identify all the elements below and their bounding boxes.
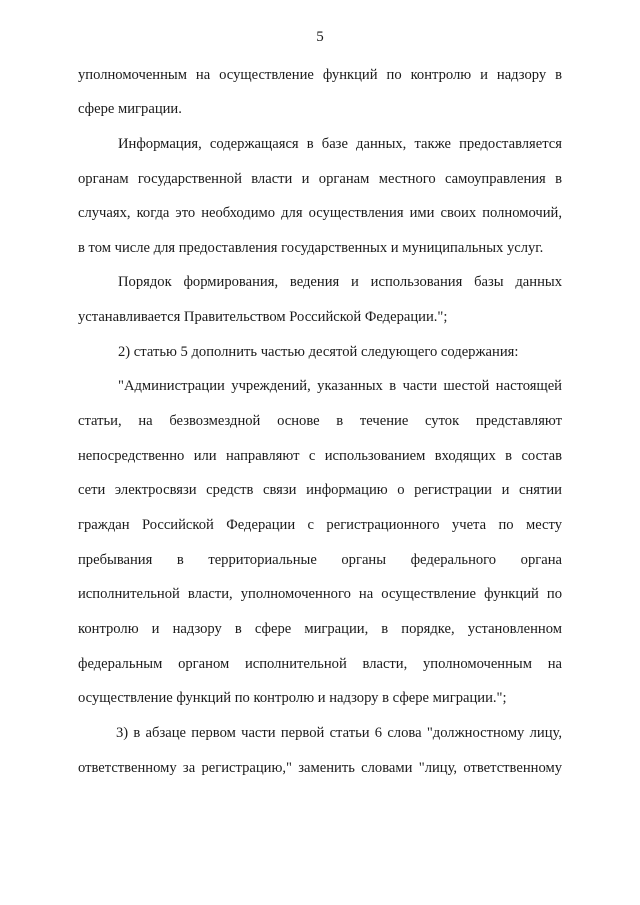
text-line: осуществление функций по контролю и надзору в сфере миграции."; <box>78 690 507 706</box>
text-line: исполнительной власти, уполномоченного на осуществление функций по <box>78 586 562 602</box>
text-line: сети электросвязи средств связи информацию о регистрации и снятии <box>78 482 562 498</box>
text-line: контролю и надзору в сфере миграции, в порядке, установленном <box>78 621 562 637</box>
text-line: статьи, на безвозмездной основе в течение суток представляют <box>78 413 562 429</box>
text-line: уполномоченным на осуществление функций по контролю и надзору в <box>78 67 562 83</box>
text-line: устанавливается Правительством Российской Федерации."; <box>78 309 448 325</box>
page-number: 5 <box>316 29 324 45</box>
text-line: 3) в абзаце первом части первой статьи 6 слова "должностному лицу, <box>116 725 562 741</box>
text-line: ответственному за регистрацию," заменить словами "лицу, ответственному <box>78 760 562 776</box>
text-line: сфере миграции. <box>78 101 182 117</box>
text-line: в том числе для предоставления государственных и муниципальных услуг. <box>78 240 544 256</box>
text-line: Порядок формирования, ведения и использования базы данных <box>118 274 562 290</box>
text-line: граждан Российской Федерации с регистрационного учета по месту <box>78 517 562 533</box>
text-line: пребывания в территориальные органы федерального органа <box>78 552 562 568</box>
text-line: Информация, содержащаяся в базе данных, также предоставляется <box>118 136 562 152</box>
text-line: непосредственно или направляют с использованием входящих в состав <box>78 448 562 464</box>
text-line: федеральным органом исполнительной власти, уполномоченным на <box>78 656 562 672</box>
text-line: 2) статью 5 дополнить частью десятой следующего содержания: <box>118 344 519 360</box>
text-line: случаях, когда это необходимо для осуществления ими своих полномочий, <box>78 205 562 221</box>
text-line: органам государственной власти и органам местного самоуправления в <box>78 171 562 187</box>
text-line: "Администрации учреждений, указанных в части шестой настоящей <box>118 378 562 394</box>
